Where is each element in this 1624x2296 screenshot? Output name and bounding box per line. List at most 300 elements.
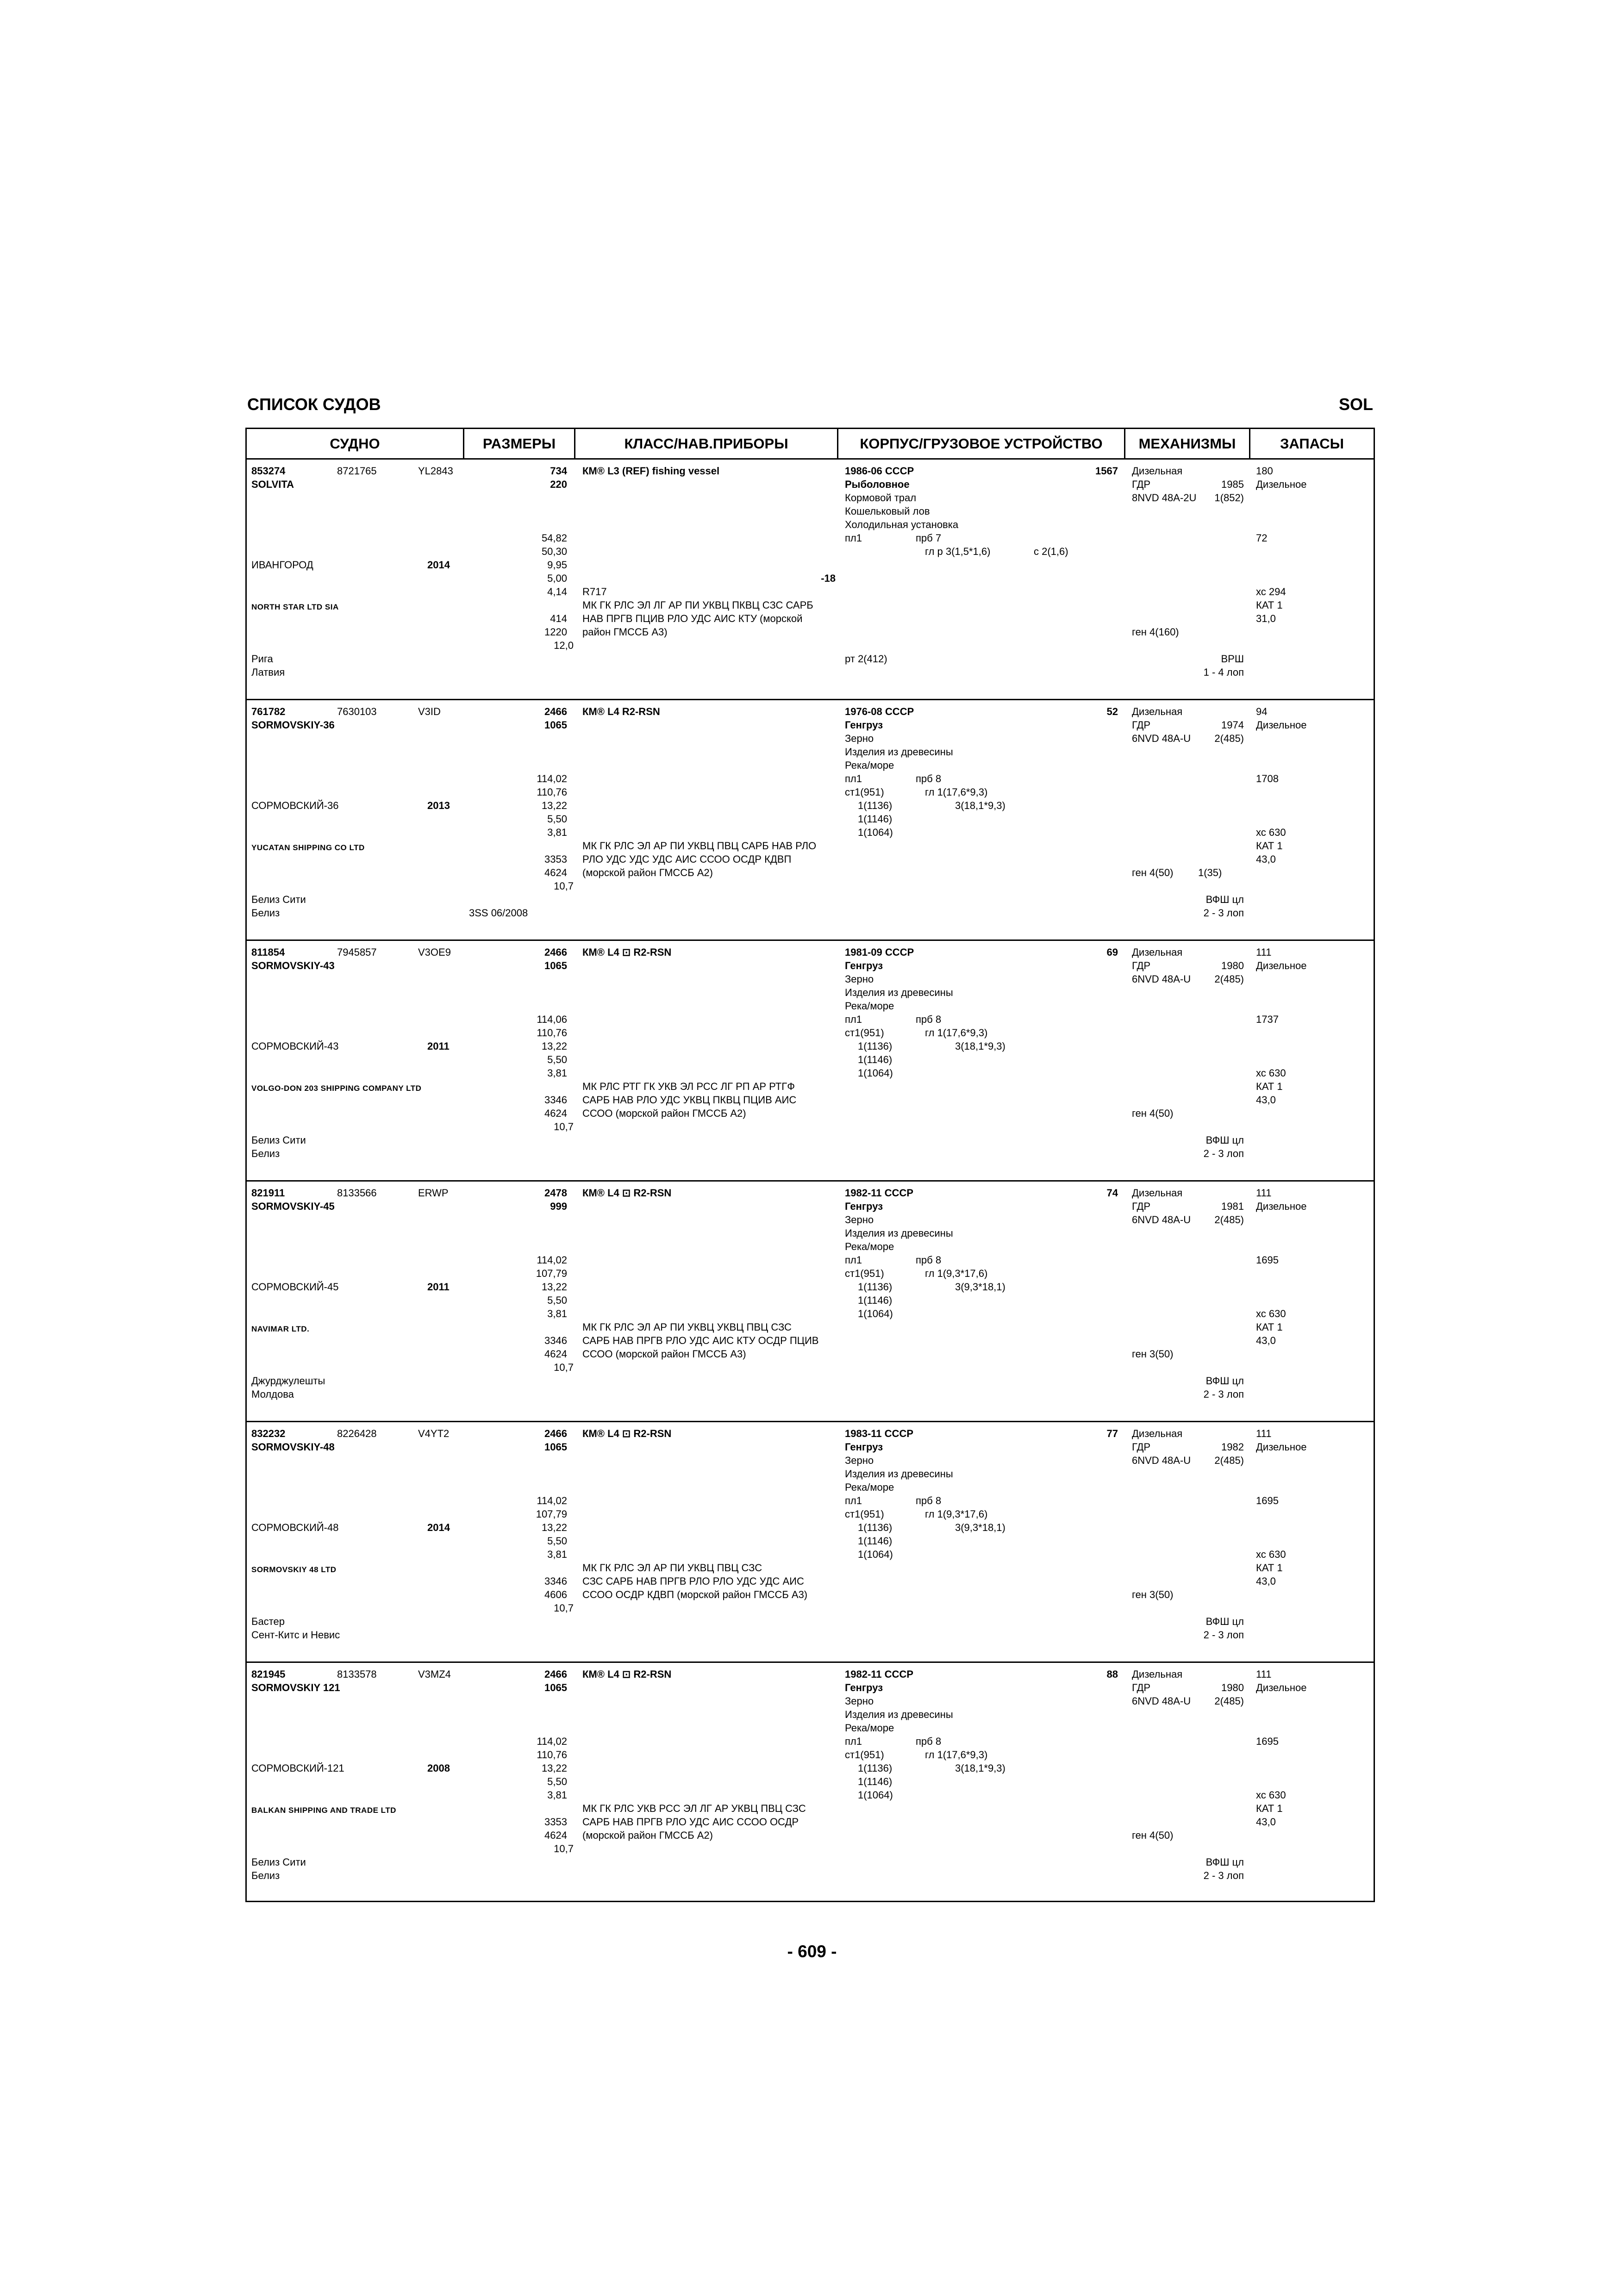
generators: ген 3(50) [1132,1348,1174,1360]
cargo-gear: 3(18,1*9,3) [955,1040,1006,1052]
deadweight-value: 10,7 [554,1843,574,1854]
hatch-count: прб 8 [916,1736,942,1747]
home-port: Бастер [251,1616,285,1627]
deadweight-value: 4624 [544,867,567,878]
page-number: - 609 - [787,1942,837,1961]
stores-detail: хс 630 [1256,1549,1286,1560]
cargo-gear: гл 1(17,6*9,3) [925,786,988,798]
nav-equipment-line: РЛО УДС УДС УДС АИС ССОО ОСДР КДВП [582,853,792,865]
registry-number: 811854 [251,946,285,958]
cargo-gear: гл 1(9,3*17,6) [925,1508,988,1520]
engine-origin: ГДР [1132,960,1151,971]
registry-number: 853274 [251,465,286,477]
stores-capacity: 111 [1256,1187,1272,1199]
deadweight-value: 10,7 [554,1602,574,1614]
engine-power: 2(485) [1214,1695,1244,1707]
ship-type: Генгруз [845,1201,883,1212]
stores-value: 1695 [1256,1495,1279,1506]
stores-detail: 43,0 [1256,1094,1276,1106]
column-header-vessel: СУДНО [247,429,464,458]
imo-number: 8133566 [337,1187,377,1199]
net-tonnage: 999 [550,1201,567,1212]
deadweight-value: 3353 [544,1816,567,1828]
stores-detail: хс 294 [1256,586,1286,597]
hull-feature: Холодильная установка [845,519,959,530]
column-header-machinery: МЕХАНИЗМЫ [1125,429,1250,458]
former-name: СОРМОВСКИЙ-48 [251,1522,339,1533]
dimension-value: 107,79 [536,1508,567,1520]
class-notation: КМ® L4 ⊡ R2-RSN [582,1187,672,1199]
page-header [245,395,1375,418]
build-date-place: 1976-08 СССР [845,706,914,717]
dimension-value: 114,02 [537,1495,567,1506]
nav-equipment-line: МК ГК РЛС ЭЛ АР ПИ УКВЦ ПВЦ СЗС [582,1562,762,1574]
engine-type: Дизельная [1132,946,1183,958]
engine-year: 1982 [1221,1441,1244,1453]
stores-detail: хс 630 [1256,1308,1286,1319]
hold-capacity: 1(1064) [858,1308,893,1319]
hold-capacity: 1(1064) [858,1549,893,1560]
home-port: Белиз Сити [251,1856,306,1868]
hold-capacity: ст1(951) [845,1027,884,1039]
hatch-count: прб 8 [916,773,942,784]
former-name: СОРМОВСКИЙ-36 [251,800,339,811]
dimension-value: 5,50 [547,1054,567,1065]
stores-detail: 43,0 [1256,1575,1276,1587]
nav-equipment-line: район ГМССБ А3) [582,626,668,638]
fuel-type: Дизельное [1256,719,1307,731]
engine-origin: ГДР [1132,479,1151,490]
deadweight-value: 10,7 [554,1121,574,1132]
page-title: СПИСОК СУДОВ [247,395,381,414]
column-header-dimensions: РАЗМЕРЫ [464,429,575,458]
engine-power: 1(852) [1214,492,1244,504]
flag-country: Белиз [251,1870,280,1881]
stores-capacity: 111 [1256,1428,1272,1439]
former-name-year: 2014 [427,559,450,571]
flag-country: Сент-Китс и Невис [251,1629,340,1641]
owner-name: YUCATAN SHIPPING CO LTD [251,843,365,852]
dimension-value: 50,30 [541,546,567,557]
build-date-place: 1981-09 СССР [845,946,914,958]
stores-value: 1737 [1256,1014,1279,1025]
deadweight-value: 4606 [544,1589,567,1600]
generators: ген 4(50) [1132,867,1174,878]
cargo-gear: 3(18,1*9,3) [955,1762,1006,1774]
engine-type: Дизельная [1132,465,1183,477]
dimension-value: 13,22 [541,1040,567,1052]
engine-model: 6NVD 48A-U [1132,1695,1191,1707]
ship-type: Генгруз [845,1441,883,1453]
vessel-name: SORMOVSKIY-43 [251,960,335,971]
net-tonnage: 1065 [544,719,567,731]
propeller-type: ВРШ [1221,653,1244,665]
flag-country: Латвия [251,666,285,678]
stores-value: 1708 [1256,773,1279,784]
hold-capacity: ст1(951) [845,1508,884,1520]
ship-type: Генгруз [845,960,883,971]
stores-capacity: 111 [1256,1668,1272,1680]
engine-model: 6NVD 48A-U [1132,973,1191,985]
hatch-info: пл1 [845,773,862,784]
hull-feature: Кормовой трал [845,492,917,504]
stores-detail: хс 630 [1256,1789,1286,1801]
hull-feature: Река/море [845,759,894,771]
hold-capacity: 1(1146) [858,1776,893,1787]
build-date-place: 1983-11 СССР [845,1428,913,1439]
index-code: SOL [1338,395,1373,414]
propeller-blades: 2 - 3 лоп [1203,1629,1244,1641]
dimension-value: 13,22 [541,1522,567,1533]
hold-capacity: 1(1064) [858,1067,893,1079]
call-sign: V4YT2 [418,1428,450,1439]
former-name-year: 2011 [427,1281,450,1293]
cargo-gear: гл 1(9,3*17,6) [925,1268,988,1279]
vessel-name: SOLVITA [251,479,294,490]
build-date-place: 1982-11 СССР [845,1668,913,1680]
hull-feature: Изделия из древесины [845,746,953,758]
imo-number: 8226428 [337,1428,377,1439]
former-name: СОРМОВСКИЙ-45 [251,1281,339,1293]
hull-feature: Река/море [845,1241,894,1252]
propeller-blades: 2 - 3 лоп [1203,1870,1244,1881]
vessel-name: SORMOVSKIY-36 [251,719,335,731]
stores-capacity: 94 [1256,706,1268,717]
fuel-type: Дизельное [1256,1201,1307,1212]
engine-year: 1974 [1221,719,1244,731]
cargo-gear: 3(9,3*18,1) [955,1522,1006,1533]
hull-feature: Изделия из древесины [845,1709,953,1720]
capacity-number: 69 [1106,946,1118,958]
ship-type: Генгруз [845,719,883,731]
propeller-blades: 2 - 3 лоп [1203,1388,1244,1400]
cargo-gear: 3(18,1*9,3) [955,800,1006,811]
nav-equipment-line: НАВ ПРГВ ПЦИВ РЛО УДС АИС КТУ (морской [582,613,803,624]
gross-tonnage: 2466 [544,946,567,958]
stores-detail: КАТ 1 [1256,1081,1283,1092]
imo-number: 7945857 [337,946,377,958]
hull-feature: Кошельковый лов [845,505,930,517]
capacity-number: 88 [1106,1668,1118,1680]
nav-equipment-line: МК ГК РЛС ЭЛ ЛГ АР ПИ УКВЦ ПКВЦ СЗС САРБ [582,599,813,611]
flag-country: Белиз [251,1148,280,1159]
stores-detail: КАТ 1 [1256,840,1283,852]
stores-detail: КАТ 1 [1256,1562,1283,1574]
flag-country: Молдова [251,1388,294,1400]
engine-power: 2(485) [1214,973,1244,985]
dimension-value: 4,14 [547,586,567,597]
hatch-info: пл1 [845,1495,862,1506]
engine-power: 2(485) [1214,733,1244,744]
nav-equipment-line: ССОО ОСДР КДВП (морской район ГМССБ А3) [582,1589,808,1600]
dimension-value: 3,81 [547,1308,567,1319]
former-name-year: 2013 [427,800,450,811]
propeller-type: ВФШ цл [1206,1856,1244,1868]
net-tonnage: 1065 [544,1682,567,1693]
engine-year: 1985 [1221,479,1244,490]
dimension-value: 54,82 [541,532,567,544]
hatch-info: пл1 [845,1014,862,1025]
survey-status: 3SS 06/2008 [469,907,528,919]
dimension-value: 13,22 [541,1762,567,1774]
engine-origin: ГДР [1132,719,1151,731]
registry-number: 821911 [251,1187,285,1199]
deadweight-value: 10,7 [554,1362,574,1373]
dimension-value: 5,50 [547,813,567,825]
registry-number: 761782 [251,706,286,717]
hull-feature: Зерно [845,1214,874,1226]
class-notation: КМ® L4 R2-RSN [582,706,660,717]
engine-year: 1980 [1221,1682,1244,1693]
hold-capacity: 1(1146) [858,813,893,825]
nav-equipment-line: ССОО (морской район ГМССБ А2) [582,1108,746,1119]
imo-number: 8721765 [337,465,377,477]
deadweight-value: 12,0 [554,640,574,651]
home-port: Белиз Сити [251,1134,306,1146]
class-notation: КМ® L4 ⊡ R2-RSN [582,946,672,958]
column-header-hull: КОРПУС/ГРУЗОВОЕ УСТРОЙСТВО [838,429,1125,458]
vessel-record [247,700,1374,941]
vessel-record [247,1422,1374,1663]
class-notation: КМ® L4 ⊡ R2-RSN [582,1668,672,1680]
hull-feature: Изделия из древесины [845,1468,953,1480]
net-tonnage: 1065 [544,960,567,971]
hold-capacity: 1(1136) [858,1281,893,1293]
engine-power: 2(485) [1214,1455,1244,1466]
stores-detail: 43,0 [1256,853,1276,865]
dimension-value: 114,06 [537,1014,567,1025]
ship-type: Генгруз [845,1682,883,1693]
engine-year: 1981 [1221,1201,1244,1212]
hatch-count: прб 8 [916,1014,942,1025]
hold-capacity: 1(1136) [858,1762,893,1774]
generators-aux: 1(35) [1198,867,1222,878]
stores-detail: 43,0 [1256,1335,1276,1346]
hold-capacity: 1(1146) [858,1054,893,1065]
engine-model: 8NVD 48A-2U [1132,492,1197,504]
home-port: Рига [251,653,273,665]
home-port: Белиз Сити [251,894,306,905]
gross-tonnage: 734 [550,465,567,477]
registry-number: 821945 [251,1668,286,1680]
engine-type: Дизельная [1132,1187,1183,1199]
ship-type: Рыболовное [845,479,910,490]
dimension-value: 5,50 [547,1776,567,1787]
dimension-value: 107,79 [536,1268,567,1279]
hold-capacity: ст1(951) [845,1749,884,1761]
deadweight-value: 10,7 [554,880,574,892]
hull-feature: Река/море [845,1481,894,1493]
call-sign: V3ID [418,706,441,717]
engine-origin: ГДР [1132,1682,1151,1693]
gross-tonnage: 2478 [544,1187,567,1199]
call-sign: V3MZ4 [418,1668,451,1680]
dimension-value: 5,50 [547,1535,567,1547]
deadweight-value: 3346 [544,1575,567,1587]
stores-detail: КАТ 1 [1256,1321,1283,1333]
hold-capacity: 1(1136) [858,800,893,811]
hull-feature: Изделия из древесины [845,1227,953,1239]
dimension-value: 3,81 [547,827,567,838]
nav-equipment-line: (морской район ГМССБ А2) [582,867,713,878]
owner-name: NORTH STAR LTD SIA [251,603,339,611]
cargo-gear: гл 1(17,6*9,3) [925,1749,988,1761]
propeller-type: ВФШ цл [1206,1375,1244,1387]
engine-model: 6NVD 48A-U [1132,1455,1191,1466]
generators: ген 3(50) [1132,1589,1174,1600]
owner-name: NAVIMAR LTD. [251,1325,310,1333]
hull-feature: Река/море [845,1000,894,1012]
class-notation: КМ® L3 (REF) fishing vessel [582,465,720,477]
engine-type: Дизельная [1132,1668,1183,1680]
call-sign: ERWP [418,1187,449,1199]
hull-feature: Река/море [845,1722,894,1734]
stores-value: 72 [1256,532,1268,544]
capacity-number: 1567 [1095,465,1118,477]
deadweight-value: 4624 [544,1108,567,1119]
ship-register-table [245,428,1375,1902]
former-name: ИВАНГОРОД [251,559,313,571]
vessel-record [247,941,1374,1182]
fuel-type: Дизельное [1256,960,1307,971]
build-date-place: 1982-11 СССР [845,1187,913,1199]
cargo-gear: гл 1(17,6*9,3) [925,1027,988,1039]
hold-capacity: 1(1064) [858,827,893,838]
hatch-info: пл1 [845,532,862,544]
hold-capacity: 1(1146) [858,1535,893,1547]
column-header-class: КЛАСС/НАВ.ПРИБОРЫ [575,429,838,458]
nav-equipment-line: САРБ НАВ ПРГВ РЛО УДС АИС КТУ ОСДР ПЦИВ [582,1335,819,1346]
gross-tonnage: 2466 [544,1668,567,1680]
engine-type: Дизельная [1132,706,1183,717]
vessel-record [247,1663,1374,1904]
dimension-value: 3,81 [547,1789,567,1801]
column-headers [247,429,1374,460]
fuel-type: Дизельное [1256,1441,1307,1453]
nav-equipment-line: ССОО (морской район ГМССБ А3) [582,1348,746,1360]
propeller-blades: 2 - 3 лоп [1203,907,1244,919]
stores-capacity: 180 [1256,465,1273,477]
hatch-info: пл1 [845,1736,862,1747]
call-sign: YL2843 [418,465,453,477]
hull-extra: рт 2(412) [845,653,887,665]
engine-model: 6NVD 48A-U [1132,1214,1191,1226]
former-name-year: 2008 [427,1762,450,1774]
deadweight-value: 1220 [544,626,567,638]
gross-tonnage: 2466 [544,706,567,717]
engine-year: 1980 [1221,960,1244,971]
fuel-type: Дизельное [1256,1682,1307,1693]
capacity-number: 52 [1106,706,1118,717]
stores-value: 1695 [1256,1736,1279,1747]
fuel-type: Дизельное [1256,479,1307,490]
register-number: R717 [582,586,607,597]
hold-capacity: 1(1136) [858,1522,893,1533]
deadweight-value: 3346 [544,1335,567,1346]
hold-capacity: 1(1146) [858,1294,893,1306]
hull-feature: Зерно [845,1455,874,1466]
call-sign: V3OE9 [418,946,451,958]
hold-capacity: 1(1136) [858,1040,893,1052]
net-tonnage: 220 [550,479,567,490]
hold-temperature: -18 [821,572,836,584]
owner-name: VOLGO-DON 203 SHIPPING COMPANY LTD [251,1084,422,1093]
propeller-blades: 1 - 4 лоп [1203,666,1244,678]
former-name-year: 2011 [427,1040,450,1052]
vessel-name: SORMOVSKIY-48 [251,1441,335,1453]
flag-country: Белиз [251,907,280,919]
deadweight-value: 3353 [544,853,567,865]
vessel-name: SORMOVSKIY 121 [251,1682,340,1693]
hatch-count: прб 8 [916,1495,942,1506]
home-port: Джурджулешты [251,1375,325,1387]
capacity-number: 77 [1106,1428,1118,1439]
owner-name: SORMOVSKIY 48 LTD [251,1565,337,1574]
nav-equipment-line: САРБ НАВ ПРГВ РЛО УДС АИС ССОО ОСДР [582,1816,799,1828]
stores-detail: 43,0 [1256,1816,1276,1828]
dimension-value: 3,81 [547,1067,567,1079]
gross-tonnage: 2466 [544,1428,567,1439]
former-name-year: 2014 [427,1522,450,1533]
stores-detail: КАТ 1 [1256,599,1283,611]
hull-feature: Зерно [845,733,874,744]
stores-detail: хс 630 [1256,827,1286,838]
nav-equipment-line: СЗС САРБ НАВ ПРГВ РЛО РЛО УДС УДС АИС [582,1575,804,1587]
hatch-count: прб 7 [916,532,942,544]
dimension-value: 5,00 [547,572,567,584]
engine-type: Дизельная [1132,1428,1183,1439]
dimension-value: 114,02 [537,773,567,784]
dimension-value: 13,22 [541,1281,567,1293]
dimension-value: 110,76 [537,1027,567,1039]
engine-power: 2(485) [1214,1214,1244,1226]
hull-feature: Зерно [845,1695,874,1707]
deadweight-value: 3346 [544,1094,567,1106]
nav-equipment-line: (морской район ГМССБ А2) [582,1829,713,1841]
vessel-record [247,460,1374,700]
engine-origin: ГДР [1132,1201,1151,1212]
cargo-gear: с 2(1,6) [1034,546,1068,557]
hold-capacity: 1(1064) [858,1789,893,1801]
registry-number: 832232 [251,1428,286,1439]
deadweight-value: 4624 [544,1348,567,1360]
nav-equipment-line: САРБ НАВ РЛО УДС УКВЦ ПКВЦ ПЦИВ АИС [582,1094,797,1106]
imo-number: 8133578 [337,1668,377,1680]
hatch-info: пл1 [845,1254,862,1266]
deadweight-value: 4624 [544,1829,567,1841]
dimension-value: 13,22 [541,800,567,811]
dimension-value: 5,50 [547,1294,567,1306]
dimension-value: 110,76 [537,786,567,798]
propeller-blades: 2 - 3 лоп [1203,1148,1244,1159]
owner-name: BALKAN SHIPPING AND TRADE LTD [251,1806,396,1815]
stores-detail: хс 630 [1256,1067,1286,1079]
nav-equipment-line: МК ГК РЛС ЭЛ АР ПИ УКВЦ УКВЦ ПВЦ СЗС [582,1321,792,1333]
build-date-place: 1986-06 СССР [845,465,914,477]
former-name: СОРМОВСКИЙ-121 [251,1762,344,1774]
hold-capacity: ст1(951) [845,1268,884,1279]
nav-equipment-line: МК РЛС РТГ ГК УКВ ЭЛ РСС ЛГ РП АР РТГФ [582,1081,795,1092]
nav-equipment-line: МК ГК РЛС УКВ РСС ЭЛ ЛГ АР УКВЦ ПВЦ СЗС [582,1803,806,1814]
dimension-value: 110,76 [537,1749,567,1761]
stores-detail: 31,0 [1256,613,1276,624]
class-notation: КМ® L4 ⊡ R2-RSN [582,1428,672,1439]
stores-capacity: 111 [1256,946,1272,958]
cargo-gear: 3(9,3*18,1) [955,1281,1006,1293]
vessel-name: SORMOVSKIY-45 [251,1201,335,1212]
imo-number: 7630103 [337,706,377,717]
dimension-value: 114,02 [537,1736,567,1747]
